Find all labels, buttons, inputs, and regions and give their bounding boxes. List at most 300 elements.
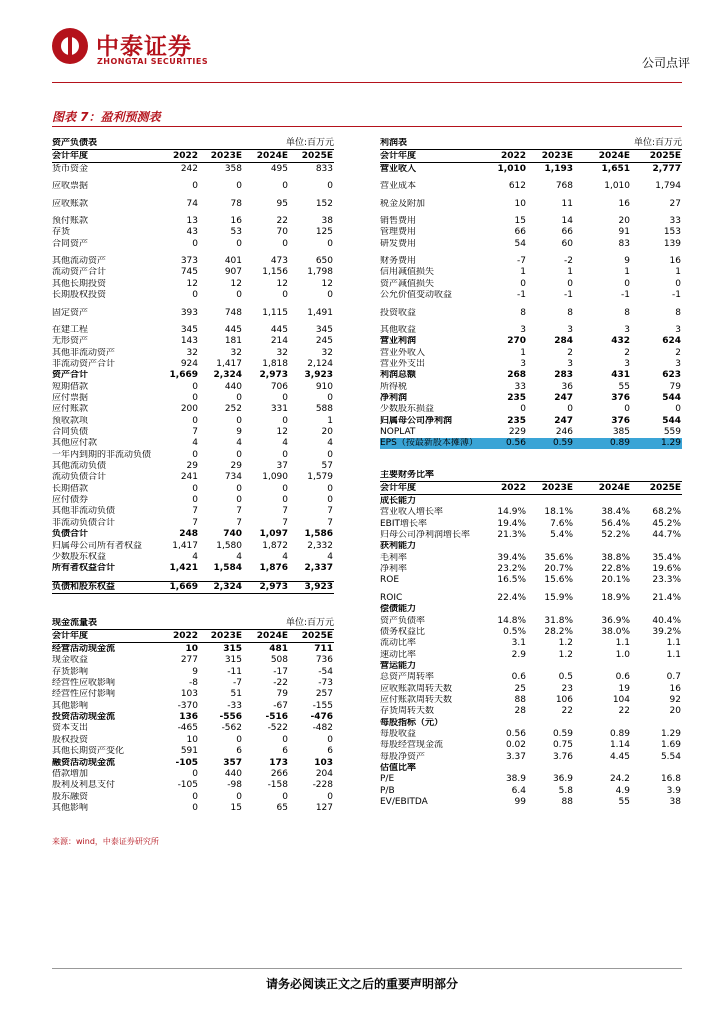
page-header xyxy=(0,0,724,90)
row-value: 745 xyxy=(180,267,198,278)
row-value: 393 xyxy=(180,307,198,318)
row-value: 1,818 xyxy=(262,358,288,369)
table-row xyxy=(380,279,682,290)
row-value: 8 xyxy=(624,307,630,318)
row-value: 204 xyxy=(315,768,333,779)
row-label: 资本支出 xyxy=(52,723,89,734)
row-value: -2 xyxy=(564,256,573,267)
row-value: 36.9 xyxy=(552,774,573,785)
row-value: -158 xyxy=(267,780,288,791)
table-row xyxy=(52,792,334,803)
table-row xyxy=(52,655,334,666)
row-value: 55 xyxy=(618,797,630,808)
row-value: -1 xyxy=(517,290,526,301)
table-row xyxy=(380,216,682,227)
row-value: 32 xyxy=(276,347,288,358)
row-value: 711 xyxy=(314,644,333,654)
row-value: 445 xyxy=(270,324,288,335)
row-value: 0 xyxy=(282,415,288,426)
company-name-en: ZHONGTAI SECURITIES xyxy=(97,57,209,66)
row-value: 7 xyxy=(236,517,242,528)
table-row xyxy=(380,427,682,438)
row-value: 1,794 xyxy=(655,181,681,192)
row-value: 24.2 xyxy=(609,774,630,785)
row-value: 376 xyxy=(611,392,630,403)
row-value: 235 xyxy=(507,415,526,426)
row-value: 612 xyxy=(508,181,526,192)
row-value: 88 xyxy=(561,797,573,808)
footer-disclaimer: 请务必阅读正文之后的重要声明部分 xyxy=(265,977,458,991)
row-value: 11 xyxy=(561,198,573,209)
table-row xyxy=(380,336,682,347)
row-value: 0 xyxy=(192,392,198,403)
unit-label: 单位:百万元 xyxy=(285,618,334,628)
row-label: P/E xyxy=(380,774,395,785)
row-value: 0 xyxy=(624,278,630,289)
table-divider xyxy=(52,629,334,630)
row-value: 385 xyxy=(612,427,630,437)
row-label: 经营性应收影响 xyxy=(52,678,116,689)
table-title: 资产负债表 xyxy=(52,138,98,148)
row-label: NOPLAT xyxy=(380,427,416,437)
table-row xyxy=(380,267,682,278)
figure-title: 图表 7：盈利预测表 xyxy=(52,110,161,124)
row-value: 1.0 xyxy=(615,649,630,660)
row-value: 229 xyxy=(508,427,526,437)
row-value: 401 xyxy=(224,256,242,267)
row-value: 7 xyxy=(282,506,288,517)
row-value: 0 xyxy=(520,278,526,289)
row-value: 0 xyxy=(567,404,573,415)
row-value: 924 xyxy=(180,358,198,369)
row-value: 734 xyxy=(224,472,242,483)
table-row xyxy=(380,348,682,359)
table-row xyxy=(52,723,334,734)
row-value: -54 xyxy=(318,666,333,677)
row-value: 5.8 xyxy=(558,785,573,796)
row-value: 270 xyxy=(507,336,526,347)
row-value: 0 xyxy=(327,495,333,506)
row-label: 营业利润 xyxy=(380,336,417,347)
table-row xyxy=(380,604,682,615)
table-row xyxy=(380,181,682,192)
row-label: 经营性应付影响 xyxy=(52,689,116,700)
row-value: 16 xyxy=(230,216,242,227)
row-value: 6 xyxy=(327,746,333,757)
row-value: 4 xyxy=(327,551,333,562)
row-value: 3 xyxy=(567,324,573,335)
row-label: 毛利率 xyxy=(380,552,408,563)
row-value: 0.7 xyxy=(666,672,681,683)
row-value: 4 xyxy=(282,551,288,562)
row-value: 1.1 xyxy=(666,638,681,649)
row-label: 债务权益比 xyxy=(380,626,426,637)
row-label: 存货周转天数 xyxy=(380,706,435,717)
row-label: 营业外支出 xyxy=(380,358,426,369)
table-header-row xyxy=(380,151,682,162)
table-row xyxy=(52,239,334,250)
row-value: -1 xyxy=(621,290,630,301)
row-value: 591 xyxy=(180,746,198,757)
table-row xyxy=(52,780,334,791)
row-value: 29 xyxy=(186,461,198,472)
row-label: 资产负债率 xyxy=(380,615,426,626)
row-value: 92 xyxy=(669,694,681,705)
column-header-label: 会计年度 xyxy=(380,151,417,161)
row-value: 0 xyxy=(624,404,630,415)
table-row xyxy=(380,729,682,740)
row-value: 910 xyxy=(315,381,333,392)
row-value: 257 xyxy=(315,689,333,700)
table-row xyxy=(52,359,334,370)
row-label: 少数股东权益 xyxy=(52,551,107,562)
row-value: 0 xyxy=(327,392,333,403)
row-value: -1 xyxy=(564,290,573,301)
table-row xyxy=(52,199,334,210)
row-value: 36 xyxy=(561,381,573,392)
row-value: 40.4% xyxy=(652,615,681,626)
row-label: 合同负债 xyxy=(52,427,89,437)
row-value: 1,156 xyxy=(262,267,288,278)
row-label: 研发费用 xyxy=(380,238,417,249)
row-value: 481 xyxy=(269,644,288,654)
row-label: 长期借款 xyxy=(52,483,89,494)
table-row xyxy=(380,684,682,695)
row-label: 投资活动现金流 xyxy=(52,712,116,723)
row-value: 95 xyxy=(276,198,288,209)
row-value: 0.75 xyxy=(552,740,573,751)
row-value: -105 xyxy=(175,757,198,768)
row-value: -1 xyxy=(672,290,681,301)
column-header-label: 会计年度 xyxy=(52,151,89,161)
row-value: 1,872 xyxy=(262,540,288,551)
row-value: 39.4% xyxy=(497,552,526,563)
row-value: 14.8% xyxy=(497,615,526,626)
row-value: 1 xyxy=(624,267,630,278)
column-header-year: 2022 xyxy=(500,483,526,493)
unit-label: 单位:百万元 xyxy=(633,138,682,148)
row-value: 1,580 xyxy=(216,540,242,551)
row-value: 0 xyxy=(192,791,198,802)
row-value: 0 xyxy=(282,734,288,745)
table-row xyxy=(380,290,682,301)
column-header-year: 2022 xyxy=(500,151,526,161)
row-label: 借款增加 xyxy=(52,768,89,779)
row-label: 其他影响 xyxy=(52,802,89,813)
row-value: 106 xyxy=(555,694,573,705)
row-value: 44.7% xyxy=(652,530,681,541)
report-type-label: 公司点评 xyxy=(641,56,690,70)
row-value: 1,651 xyxy=(601,164,630,174)
row-value: 740 xyxy=(223,529,242,540)
table-row xyxy=(52,393,334,404)
row-value: 1 xyxy=(327,415,333,426)
row-value: 252 xyxy=(224,404,242,415)
figure-divider xyxy=(52,126,682,127)
row-value: 104 xyxy=(612,694,630,705)
row-value: 22.4% xyxy=(497,592,526,603)
row-value: 3 xyxy=(624,324,630,335)
row-label: ROE xyxy=(380,575,400,586)
row-value: 7 xyxy=(282,517,288,528)
row-value: 559 xyxy=(663,427,681,437)
table-header-row xyxy=(380,483,682,494)
row-label: 估值比率 xyxy=(380,763,417,774)
row-value: 247 xyxy=(554,415,573,426)
row-value: 1,090 xyxy=(262,472,288,483)
row-label: 所有者权益合计 xyxy=(52,563,116,574)
row-value: 0 xyxy=(327,449,333,460)
row-value: 6 xyxy=(236,746,242,757)
row-value: 28 xyxy=(514,706,526,717)
row-value: 277 xyxy=(180,655,198,666)
table-row xyxy=(52,472,334,483)
row-value: 0 xyxy=(192,238,198,249)
row-label: 负债和股东权益 xyxy=(52,581,116,592)
row-value: 9 xyxy=(624,256,630,267)
row-value: 20.1% xyxy=(601,575,630,586)
table-row xyxy=(52,438,334,449)
column-header-label: 会计年度 xyxy=(52,631,89,641)
row-label: 获利能力 xyxy=(380,541,417,552)
row-value: 16 xyxy=(669,683,681,694)
row-value: 1,669 xyxy=(169,370,198,381)
row-value: 23.2% xyxy=(497,564,526,575)
company-name-cn: 中泰证券 xyxy=(96,34,192,60)
row-label: 股东融资 xyxy=(52,791,89,802)
table-row xyxy=(380,638,682,649)
table-row xyxy=(52,279,334,290)
row-value: 0 xyxy=(192,381,198,392)
row-value: 0 xyxy=(236,238,242,249)
row-value: 0 xyxy=(236,449,242,460)
row-value: 4 xyxy=(236,551,242,562)
row-value: 650 xyxy=(315,256,333,267)
row-value: 200 xyxy=(180,404,198,415)
row-value: 0.59 xyxy=(552,438,573,449)
row-value: 4 xyxy=(282,438,288,449)
row-value: 235 xyxy=(507,392,526,403)
footer-divider xyxy=(52,968,682,969)
row-value: -228 xyxy=(312,780,333,791)
row-value: -33 xyxy=(227,700,242,711)
row-value: 3 xyxy=(567,358,573,369)
column-header-year: 2025E xyxy=(301,631,333,641)
row-label: 税金及附加 xyxy=(380,198,426,209)
row-value: 0 xyxy=(282,495,288,506)
table-row xyxy=(380,593,682,604)
row-value: 7 xyxy=(327,506,333,517)
row-value: 246 xyxy=(555,427,573,437)
table-row xyxy=(52,484,334,495)
row-value: 152 xyxy=(315,198,333,209)
table-row xyxy=(380,519,682,530)
row-value: 0 xyxy=(236,483,242,494)
table-row xyxy=(380,227,682,238)
row-value: 143 xyxy=(180,336,198,347)
table-row xyxy=(380,438,682,449)
row-value: 4 xyxy=(236,438,242,449)
row-value: 0 xyxy=(192,495,198,506)
table-row xyxy=(52,712,334,723)
row-value: 2,324 xyxy=(213,370,242,381)
table-divider xyxy=(380,162,682,163)
row-value: 1,417 xyxy=(216,358,242,369)
row-value: 1,421 xyxy=(169,563,198,574)
table-row xyxy=(52,348,334,359)
row-value: 15 xyxy=(230,802,242,813)
row-value: 125 xyxy=(315,227,333,238)
row-value: 60 xyxy=(561,238,573,249)
row-label: 存货 xyxy=(52,227,71,238)
row-value: -465 xyxy=(177,723,198,734)
row-value: 1.1 xyxy=(615,638,630,649)
table-row xyxy=(52,227,334,238)
row-value: 833 xyxy=(315,164,333,174)
row-value: 1,097 xyxy=(259,529,288,540)
column-header-year: 2024E xyxy=(256,631,288,641)
column-header-year: 2025E xyxy=(301,151,333,161)
row-value: 1.29 xyxy=(660,729,681,739)
table-row xyxy=(52,769,334,780)
row-value: 22.8% xyxy=(601,564,630,575)
row-value: 0 xyxy=(192,290,198,301)
row-value: 0 xyxy=(282,238,288,249)
row-value: 0 xyxy=(236,791,242,802)
row-label: 资产合计 xyxy=(52,370,89,381)
column-header-year: 2023E xyxy=(210,151,242,161)
table-row xyxy=(380,774,682,785)
table-row xyxy=(52,667,334,678)
row-label: 在建工程 xyxy=(52,324,89,335)
table-row xyxy=(380,564,682,575)
row-value: 3,923 xyxy=(304,370,333,381)
table-row xyxy=(52,216,334,227)
row-value: 284 xyxy=(554,336,573,347)
table-row xyxy=(380,416,682,427)
row-value: -11 xyxy=(227,666,242,677)
row-value: 32 xyxy=(186,347,198,358)
row-label: 资产减值损失 xyxy=(380,278,435,289)
row-value: 38.9 xyxy=(505,774,526,785)
table-row xyxy=(52,256,334,267)
row-value: 4.9 xyxy=(615,785,630,796)
row-value: 12 xyxy=(276,427,288,437)
row-label: 无形资产 xyxy=(52,336,89,347)
row-value: 6 xyxy=(282,746,288,757)
row-value: 35.6% xyxy=(544,552,573,563)
column-header-year: 2024E xyxy=(256,151,288,161)
row-value: 0.56 xyxy=(505,729,526,739)
row-value: 139 xyxy=(663,238,681,249)
row-value: 706 xyxy=(270,381,288,392)
row-value: 14 xyxy=(561,216,573,227)
row-value: 9 xyxy=(192,666,198,677)
column-header-year: 2024E xyxy=(598,483,630,493)
row-label: ROIC xyxy=(380,592,403,603)
table-row xyxy=(52,308,334,319)
row-value: -67 xyxy=(273,700,288,711)
column-header-year: 2023E xyxy=(541,483,573,493)
row-label: 预收款项 xyxy=(52,415,89,426)
row-label: 净利润 xyxy=(380,392,408,403)
row-value: 3 xyxy=(520,324,526,335)
table-row xyxy=(52,336,334,347)
row-label: 股权投资 xyxy=(52,734,89,745)
row-value: 16.8 xyxy=(660,774,681,785)
row-value: 1,669 xyxy=(169,581,198,592)
row-value: 7 xyxy=(236,506,242,517)
row-label: 偿债能力 xyxy=(380,604,417,615)
table-row xyxy=(380,718,682,729)
row-value: 214 xyxy=(270,336,288,347)
row-value: 127 xyxy=(315,802,333,813)
row-label: 应收账款周转天数 xyxy=(380,683,453,694)
row-value: 0.89 xyxy=(609,729,630,739)
row-value: 38.4% xyxy=(601,507,630,518)
row-value: 0 xyxy=(192,449,198,460)
row-label: 利润总额 xyxy=(380,370,417,381)
table-row xyxy=(52,325,334,336)
table-row xyxy=(52,746,334,757)
row-value: 0 xyxy=(236,290,242,301)
row-value: 21.4% xyxy=(652,592,681,603)
table-row xyxy=(380,616,682,627)
row-label: 营业成本 xyxy=(380,181,417,192)
row-value: 247 xyxy=(554,392,573,403)
row-label: 现金收益 xyxy=(52,655,89,666)
row-value: 7.6% xyxy=(550,518,573,529)
row-value: 45.2% xyxy=(652,518,681,529)
row-value: 0 xyxy=(327,791,333,802)
row-value: 1,579 xyxy=(307,472,333,483)
row-value: 65 xyxy=(276,802,288,813)
row-value: 1.1 xyxy=(666,649,681,660)
table-row xyxy=(380,382,682,393)
row-label: 长期股权投资 xyxy=(52,290,107,301)
row-label: 应付账款周转天数 xyxy=(380,694,453,705)
row-value: 53 xyxy=(230,227,242,238)
row-value: 38 xyxy=(669,797,681,808)
row-value: 27 xyxy=(669,198,681,209)
row-value: 3,923 xyxy=(304,581,333,592)
table-title-row xyxy=(52,138,334,149)
row-value: 1 xyxy=(520,347,526,358)
row-label: 净利率 xyxy=(380,564,408,575)
row-label: 经营活动现金流 xyxy=(52,644,116,654)
row-value: 66 xyxy=(561,227,573,238)
table-title: 主要财务比率 xyxy=(380,470,435,480)
row-label: EBIT增长率 xyxy=(380,518,428,529)
row-value: 18.9% xyxy=(601,592,630,603)
row-label: 投资收益 xyxy=(380,307,417,318)
table-title: 现金流量表 xyxy=(52,618,98,628)
row-value: 0.89 xyxy=(609,438,630,449)
row-value: 15.6% xyxy=(544,575,573,586)
table-row xyxy=(380,404,682,415)
table-row xyxy=(380,575,682,586)
row-value: 2,973 xyxy=(259,581,288,592)
row-value: 13 xyxy=(186,216,198,227)
table-row xyxy=(380,553,682,564)
zhongtai-logo-icon xyxy=(52,28,88,64)
row-value: 78 xyxy=(230,198,242,209)
row-value: 544 xyxy=(662,392,681,403)
row-value: 1,491 xyxy=(307,307,333,318)
row-value: 4 xyxy=(327,438,333,449)
column-header-year: 2024E xyxy=(598,151,630,161)
row-value: -516 xyxy=(265,712,288,723)
